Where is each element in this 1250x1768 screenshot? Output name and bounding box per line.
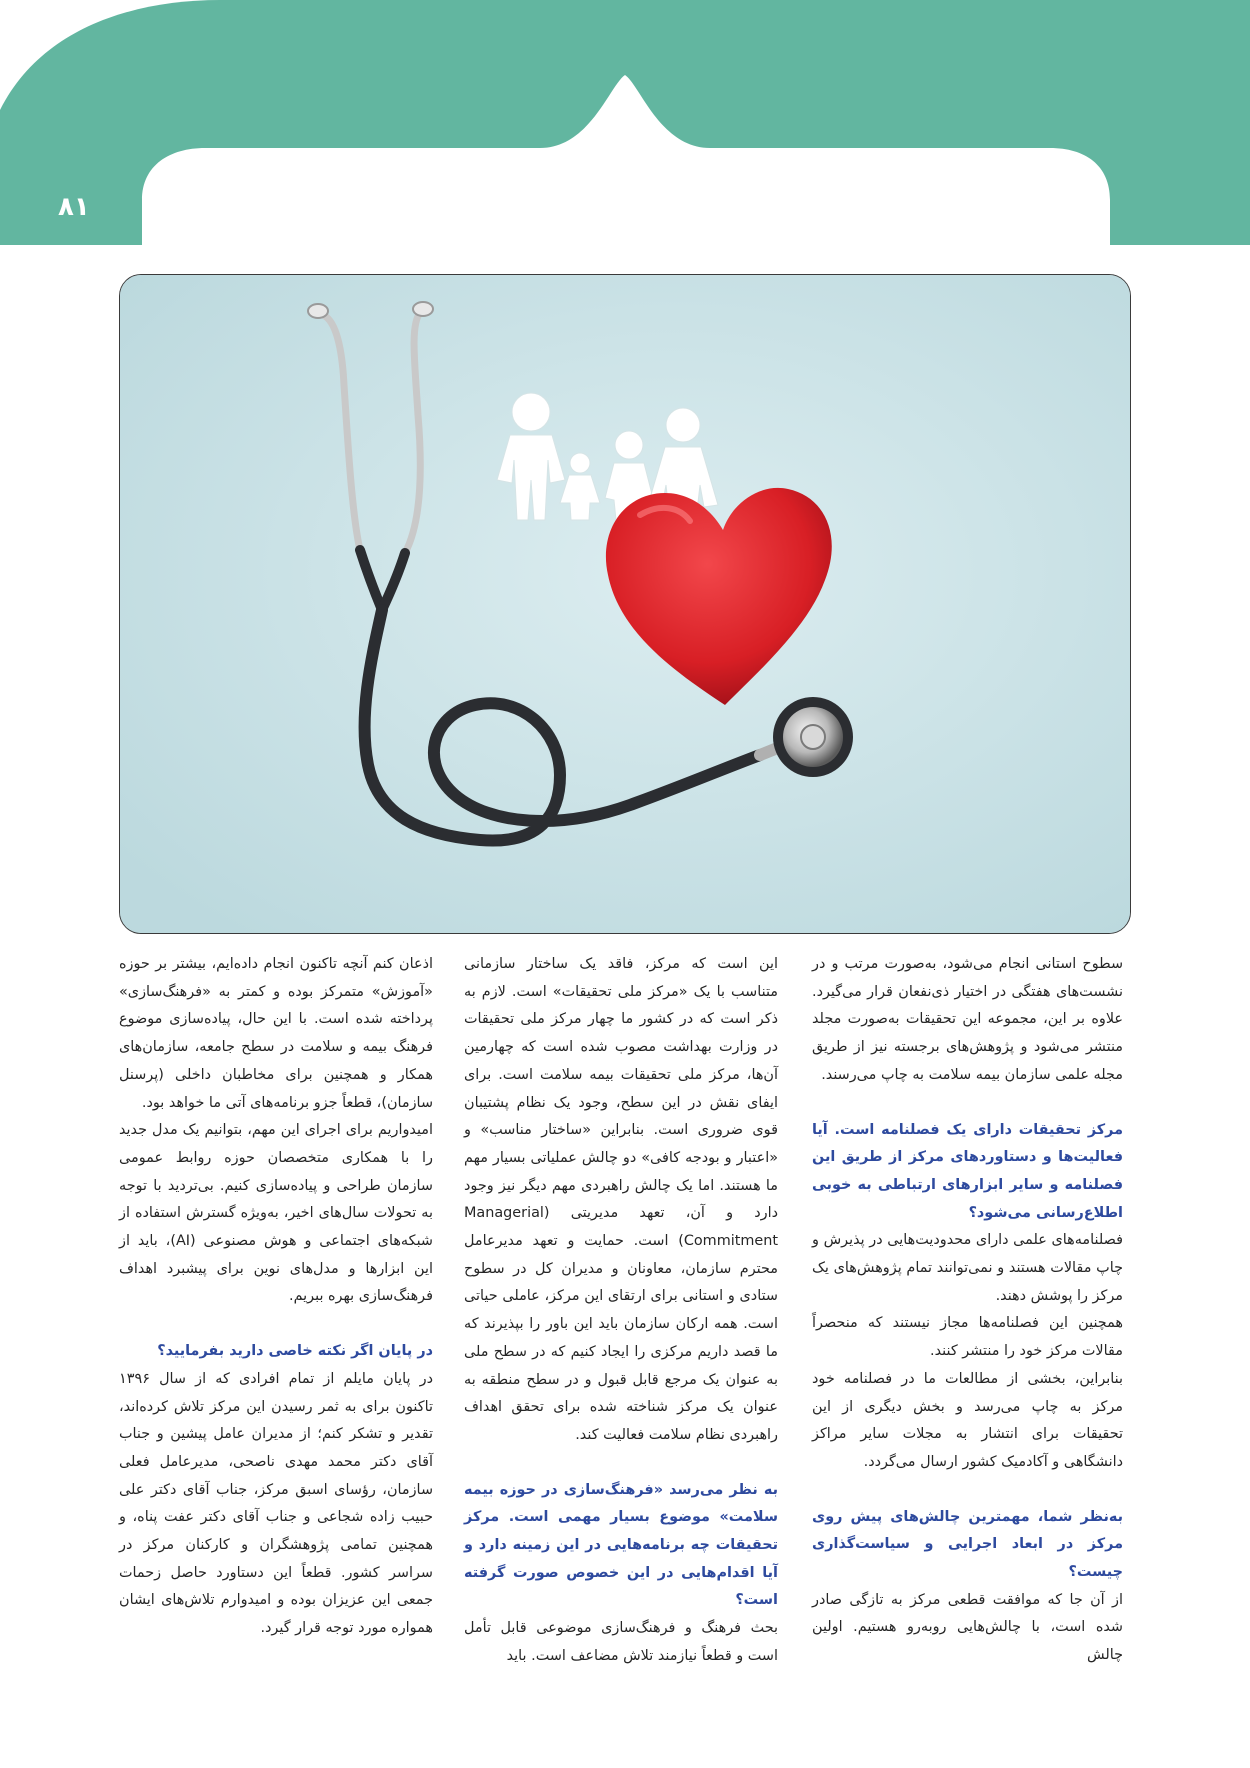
question-heading: مرکز تحقیقات دارای یک فصلنامه است. آیا فعالیت‌ها و دستاوردهای مرکز از طریق این فصلنامه و سایر ابزارهای ارتباطی به خوبی اطلاع‌رسانی می‌شود؟ [812,1121,1123,1221]
stethoscope-heart-family-icon [120,275,1131,934]
spacer [812,1090,1123,1117]
paragraph: در پایان مایلم از تمام افرادی که از سال ۱۳۹۶ تاکنون برای به ثمر رسیدن این مرکز تلاش کرده‌اند، تقدیر و تشکر کنم؛ از مدیران عامل پیشین و جناب آقای دکتر محمد مهدی ناصحی، مدیرعامل فعلی سازمان، رؤسای اسبق مرکز، جناب آقای دکتر علی حبیب زاده شجاعی و جناب آقای دکتر عفت پناه، و همچنین تمامی پژوهشگران و کارکنان مرکز در سراسر کشور. قطعاً این دستاورد حاصل زحمات جمعی این عزیزان بوده و امیدوارم تلاش‌های ایشان همواره مورد توجه قرار گیرد. [119,1370,433,1637]
question-heading: به‌نظر شما، مهمترین چالش‌های پیش روی مرکز در ابعاد اجرایی و سیاست‌گذاری چیست؟ [812,1508,1123,1581]
spacer [119,1311,433,1338]
question-heading: در پایان اگر نکته خاصی دارید بفرمایید؟ [157,1343,433,1360]
paragraph: سطوح استانی انجام می‌شود، به‌صورت مرتب و در نشست‌های هفتگی در اختیار ذی‌نفعان قرار می‌گیرد. علاوه بر این، مجموعه این تحقیقات به‌صورت مجلد منتشر می‌شود و پژوهش‌های برجسته نیز از طریق مجله علمی سازمان بیمه سلامت به چاپ می‌رسند. [812,956,1123,1083]
page-number: ۸۱ [58,192,90,222]
paragraph: این است که مرکز، فاقد یک ساختار سازمانی متناسب با یک «مرکز ملی تحقیقات» است. لازم به ذکر است که در کشور ما چهار مرکز ملی تحقیقات در وزارت بهداشت مصوب شده است که چهارمین آن‌ها، مرکز ملی تحقیقات بیمه سلامت است. برای ایفای نقش در این سطح، وجود یک نظام پشتیبان قوی ضروری است. بنابراین «ساختار مناسب» و «اعتبار و بودجه کافی» دو چالش عملیاتی بسیار مهم ما هستند. اما یک چالش راهبردی مهم دیگر نیز وجود دارد و آن، تعهد مدیریتی (Managerial Commitment) است. حمایت و تعهد مدیرعامل محترم سازمان، معاونان و مدیران کل در سطوح ستادی و استانی برای ارتقای این مرکز، عاملی حیاتی است. همه ارکان سازمان باید این باور را بپذیرند که ما قصد داریم مرکزی را ایجاد کنیم که در سطح ملی به عنوان یک مرجع قابل قبول و در سطح منطقه به عنوان یک مرکز شناخته شده برای تحقق اهداف راهبردی نظام سلامت فعالیت کند. [464,956,778,1443]
hero-image [119,274,1131,934]
paragraph: همچنین این فصلنامه‌ها مجاز نیستند که منحصراً مقالات مرکز خود را منتشر کنند. [812,1315,1123,1360]
paragraph: امیدواریم برای اجرای این مهم، بتوانیم یک مدل جدید را با همکاری متخصصان حوزه روابط عمومی سازمان طراحی و پیاده‌سازی کنیم. بی‌تردید با توجه به تحولات سال‌های اخیر، به‌ویژه گسترش استفاده از شبکه‌های اجتماعی و هوش مصنوعی (AI)، باید از این ابزارها و مدل‌های نوین برای پیشبرد اهداف فرهنگ‌سازی بهره ببریم. [119,1122,433,1305]
paragraph: فصلنامه‌های علمی دارای محدودیت‌هایی در پذیرش و چاپ مقالات هستند و نمی‌توانند تمام پژوهش‌های یک مرکز را پوشش دهند. [812,1232,1123,1304]
header-decoration [0,0,1250,245]
column-right [812,951,1123,1670]
column-middle [464,951,778,1671]
paragraph: بنابراین، بخشی از مطالعات ما در فصلنامه خود مرکز به چاپ می‌رسد و بخش دیگری از این تحقیقات برای انتشار به مجلات سایر مراکز دانشگاهی و آکادمیک کشور ارسال می‌گردد. [812,1370,1123,1470]
paragraph: بحث فرهنگ و فرهنگ‌سازی موضوعی قابل تأمل است و قطعاً نیازمند تلاش مضاعف است. باید [464,1620,778,1664]
question-heading: به نظر می‌رسد «فرهنگ‌سازی در حوزه بیمه سلامت» موضوع بسیار مهمی است. مرکز تحقیقات چه برنامه‌هایی در این زمینه دارد و آیا اقدام‌هایی در این خصوص صورت گرفته است؟ [464,1481,778,1609]
paragraph: از آن جا که موافقت قطعی مرکز به تازگی صادر شده است، با چالش‌هایی روبه‌رو هستیم. اولین چالش [812,1591,1123,1664]
spacer [464,1450,778,1477]
column-left [119,951,433,1643]
paragraph: اذعان کنم آنچه تاکنون انجام داده‌ایم، بیشتر بر حوزه «آموزش» متمرکز بوده و کمتر به «فرهنگ‌سازی» پرداخته شده است. با این حال، پیاده‌سازی موضوع فرهنگ بیمه و سلامت در سطح جامعه، سازمان‌های همکار و همچنین برای مخاطبان داخلی (پرسنل سازمان)، قطعاً جزو برنامه‌های آتی ما خواهد بود. [119,956,433,1111]
spacer [812,1477,1123,1504]
